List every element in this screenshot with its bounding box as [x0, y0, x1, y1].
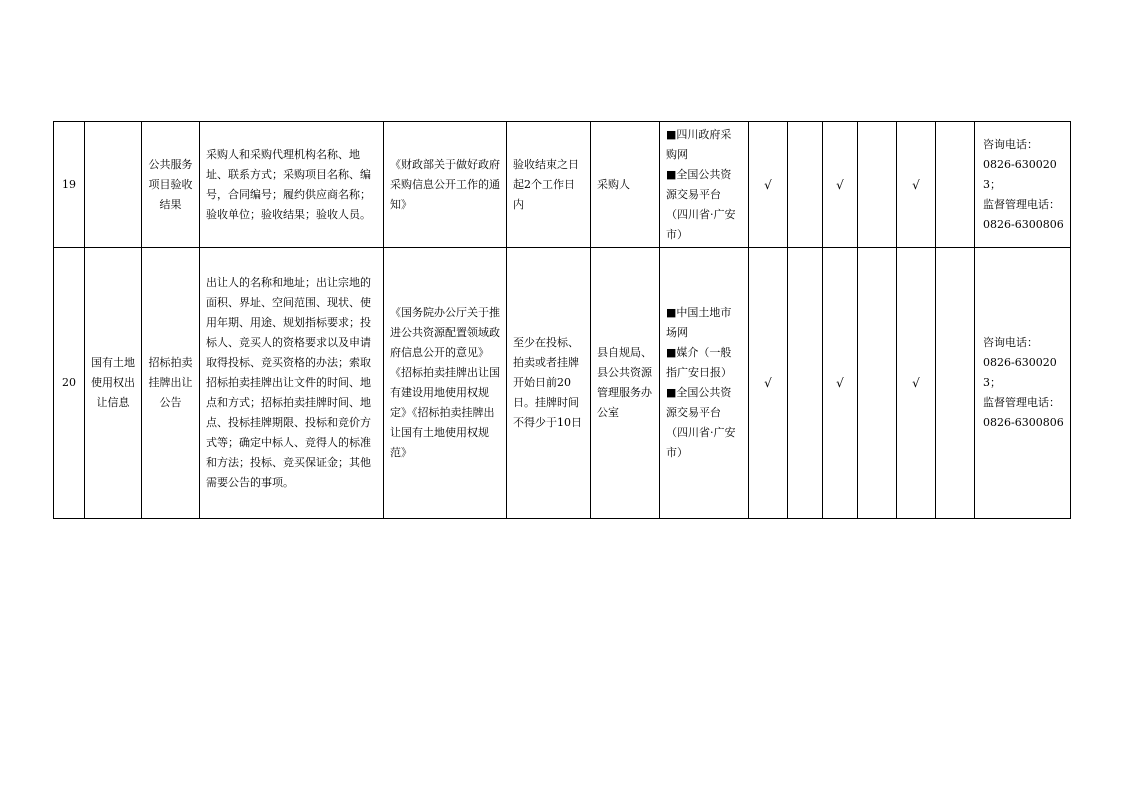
contact-line: 0826-6300806 — [983, 217, 1064, 231]
check-cell-2 — [788, 122, 823, 248]
contact-line: 0826-6300806 — [983, 416, 1064, 429]
check-cell-5: √ — [897, 122, 936, 248]
time-limit-cell: 至少在投标、拍卖或者挂牌开始日前20日。挂牌时间不得少于10日 — [507, 248, 591, 519]
check-cell-6 — [936, 122, 975, 248]
check-cell-1: √ — [749, 248, 788, 519]
subject-cell: 采购人 — [591, 122, 660, 248]
channel-item: ■全国公共资源交易平台（四川省·广安市） — [666, 167, 736, 241]
contact-line: 咨询电话： — [983, 137, 1038, 151]
channel-item: ■四川政府采购网 — [666, 127, 732, 161]
channel-cell — [660, 122, 749, 248]
time-limit-cell: 验收结束之日起2个工作日内 — [507, 122, 591, 248]
content-cell: 采购人和采购代理机构名称、地址、联系方式；采购项目名称、编号，合同编号；履约供应商名称；验收单位；验收结果；验收人员。 — [200, 122, 384, 248]
contact-line: 0826-6300203； — [983, 356, 1057, 389]
contact-line: 监督管理电话： — [983, 197, 1060, 211]
item-cell: 招标拍卖挂牌出让公告 — [142, 248, 200, 519]
category-cell — [85, 122, 142, 248]
check-cell-5: √ — [897, 248, 936, 519]
channel-item: ■媒介（一般指广安日报） — [666, 346, 732, 379]
table-row — [54, 122, 1071, 248]
channel-item: ■全国公共资源交易平台（四川省·广安市） — [666, 386, 736, 459]
content-cell: 出让人的名称和地址；出让宗地的面积、界址、空间范围、现状、使用年期、用途、规划指标要求；投标人、竞买人的资格要求以及申请取得投标、竞买资格的办法；索取招标拍卖挂牌出让文件的时间、地点和方式；招标拍卖挂牌时间、地点、投标挂牌期限、投标和竞价方式等；确定中标人、竞得人的标准和方法；投标、竞买保证金；其他需要公告的事项。 — [200, 248, 384, 519]
contact-line: 监督管理电话： — [983, 396, 1060, 409]
check-cell-6 — [936, 248, 975, 519]
check-cell-3: √ — [823, 122, 858, 248]
basis-cell: 《财政部关于做好政府采购信息公开工作的通知》 — [384, 122, 507, 248]
subject-cell: 县自规局、县公共资源管理服务办公室 — [591, 248, 660, 519]
row-number: 20 — [54, 248, 85, 519]
check-cell-4 — [858, 122, 897, 248]
basis-cell: 《国务院办公厅关于推进公共资源配置领域政府信息公开的意见》《招标拍卖挂牌出让国有建设用地使用权规定》《招标拍卖挂牌出让国有土地使用权规范》 — [384, 248, 507, 519]
check-cell-1: √ — [749, 122, 788, 248]
contact-line: 咨询电话： — [983, 336, 1038, 349]
check-cell-2 — [788, 248, 823, 519]
channel-item: ■中国土地市场网 — [666, 306, 732, 339]
table-row — [54, 248, 1071, 519]
row-number: 19 — [54, 122, 85, 248]
contact-line: 0826-6300203； — [983, 157, 1057, 191]
channel-cell — [660, 248, 749, 519]
check-cell-3: √ — [823, 248, 858, 519]
contact-cell — [975, 248, 1071, 519]
disclosure-table — [53, 121, 1071, 519]
contact-cell — [975, 122, 1071, 248]
category-cell: 国有土地使用权出让信息 — [85, 248, 142, 519]
item-cell: 公共服务项目验收结果 — [142, 122, 200, 248]
check-cell-4 — [858, 248, 897, 519]
